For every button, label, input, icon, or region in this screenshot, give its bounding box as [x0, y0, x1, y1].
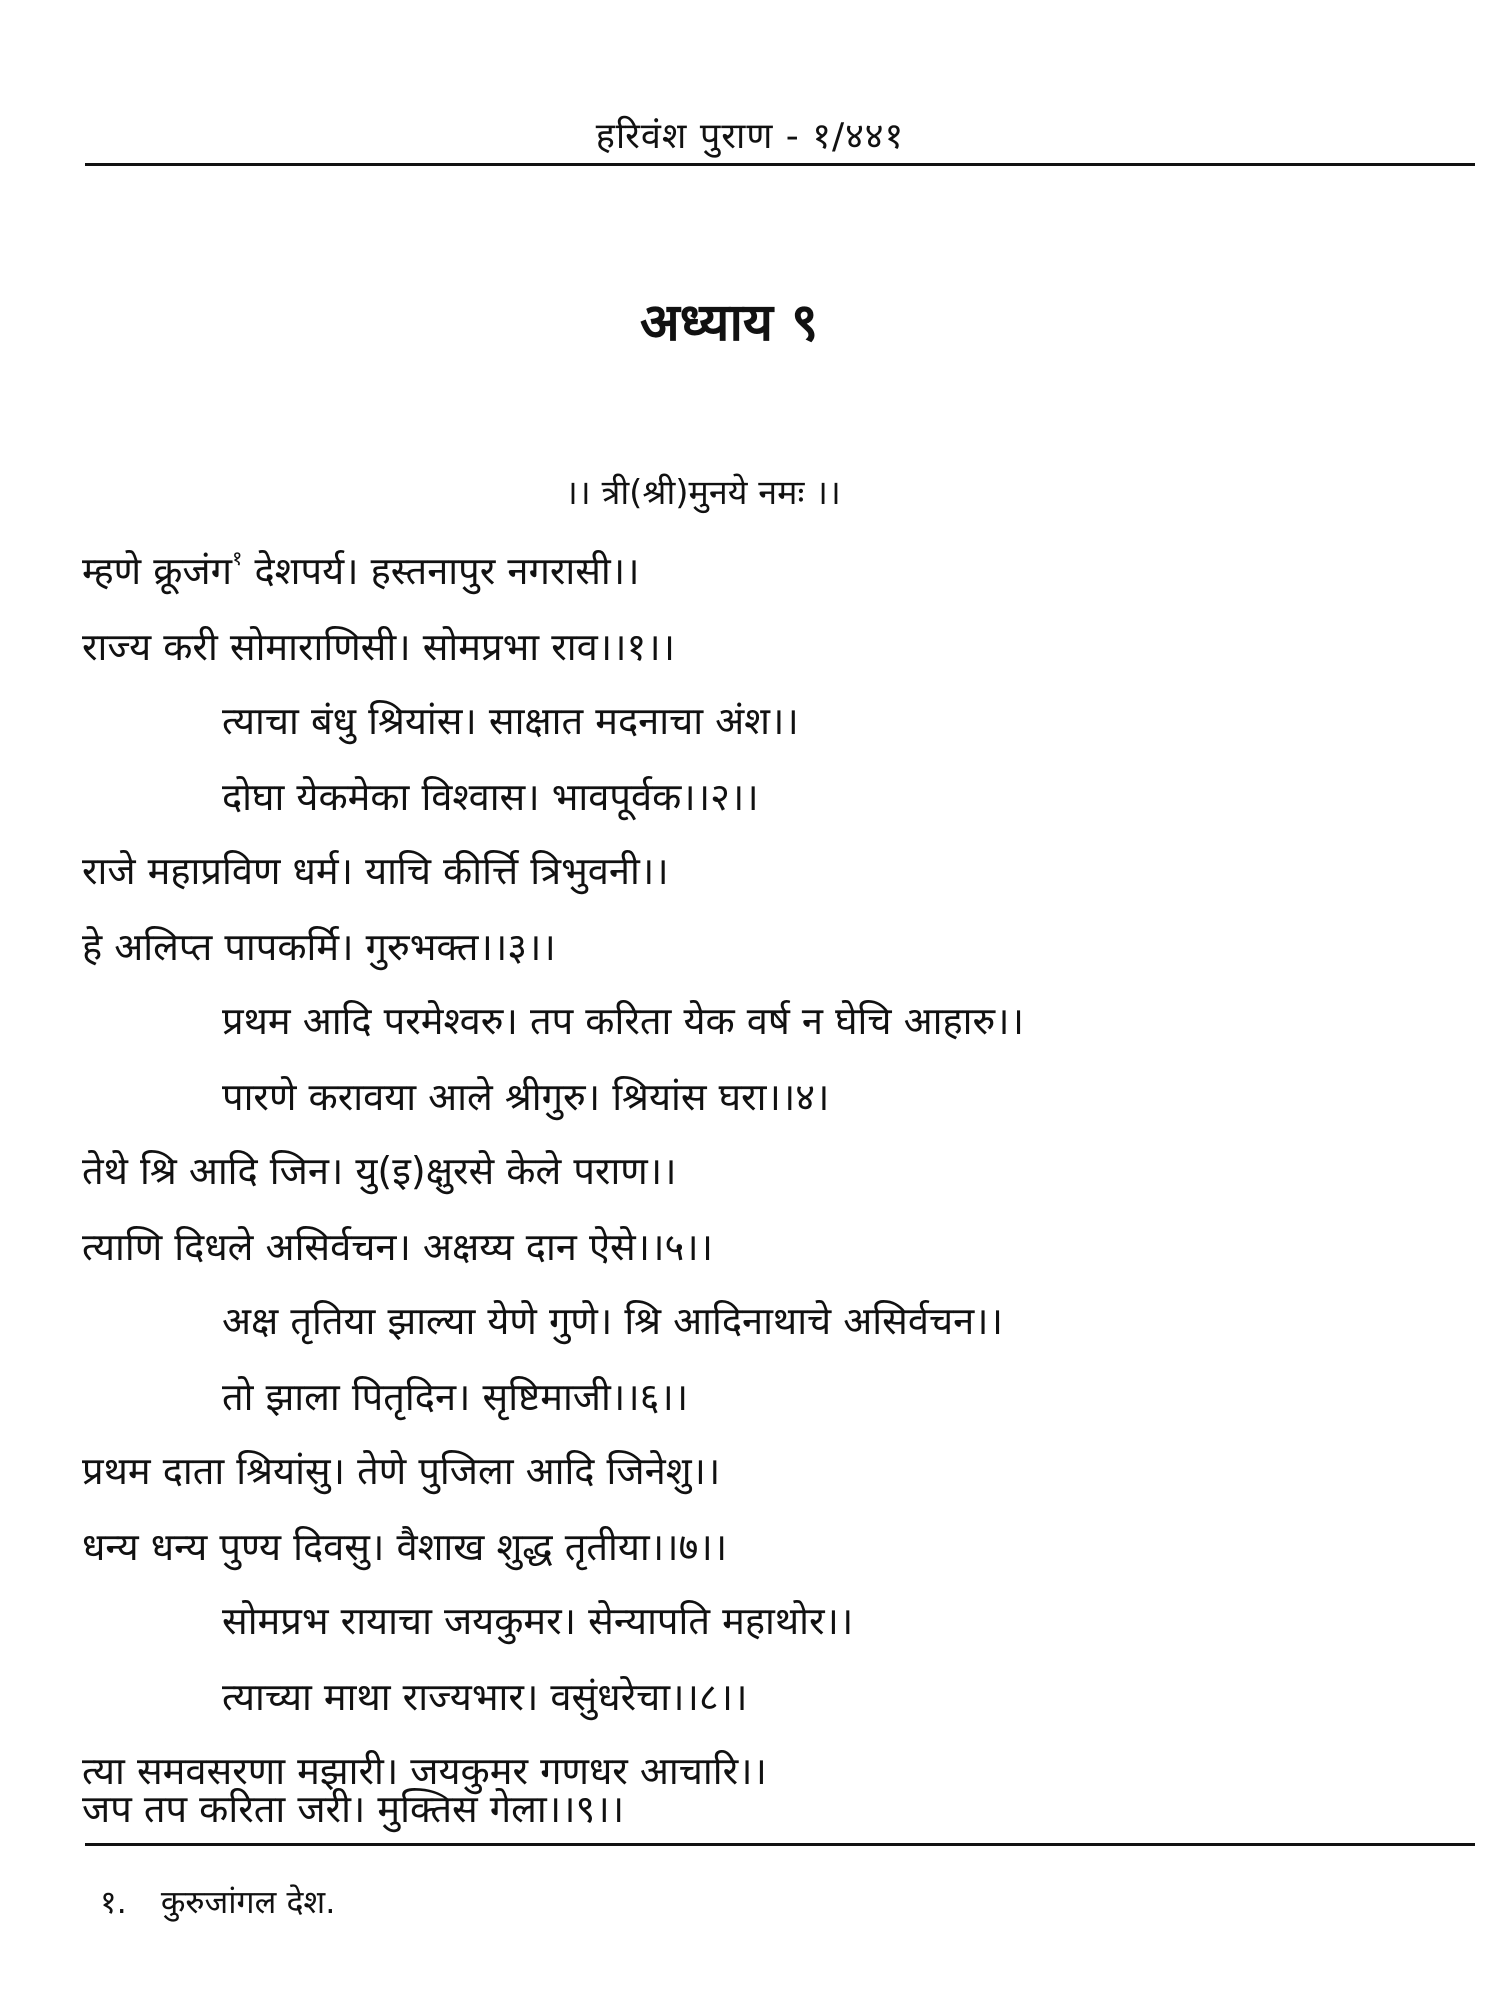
verse-line-2: राज्य करी सोमाराणिसी। सोमप्रभा राव।।१।। — [82, 625, 676, 669]
header-rule — [85, 163, 1475, 166]
footnote-number: १. — [100, 1883, 127, 1921]
verse-line-8: पारणे करावया आले श्रीगुरु। श्रियांस घरा।।४। — [222, 1075, 830, 1119]
verse-line-6: हे अलिप्त पापकर्मि। गुरुभक्त।।३।। — [82, 925, 556, 969]
verse-line-17: त्या समवसरणा मझारी। जयकुमर गणधर आचारि।। — [82, 1749, 767, 1793]
verse-line-16: त्याच्या माथा राज्यभार। वसुंधरेचा।।८।। — [222, 1675, 748, 1719]
verse-line-3: त्याचा बंधु श्रियांस। साक्षात मदनाचा अंश।। — [222, 699, 799, 743]
verse-line-4: दोघा येकमेका विश्वास। भावपूर्वक।।२।। — [222, 775, 759, 819]
footnote-text: कुरुजांगल देश. — [160, 1883, 336, 1921]
verse-line-9: तेथे श्रि आदि जिन। यु(इ)क्षुरसे केले पराण।। — [82, 1149, 677, 1193]
verse-line-1-text-after: देशपर्य। हस्तनापुर नगरासी।। — [242, 549, 640, 593]
verse-line-14: धन्य धन्य पुण्य दिवसु। वैशाख शुद्ध तृतीया।।७।। — [82, 1525, 728, 1569]
verse-line-1-text: म्हणे क्रूजंग — [82, 549, 232, 593]
verse-line-13: प्रथम दाता श्रियांसु। तेणे पुजिला आदि जिनेशु।। — [82, 1449, 721, 1493]
verse-line-18: जप तप करिता जरी। मुक्तिस गेला।।९।। — [82, 1787, 625, 1831]
verse-line-10: त्याणि दिधले असिर्वचन। अक्षय्य दान ऐसे।।५।। — [82, 1225, 714, 1269]
footnote — [100, 1880, 335, 1923]
verse-line-7: प्रथम आदि परमेश्वरु। तप करिता येक वर्ष न घेचि आहारु।। — [222, 999, 1024, 1043]
footnote-marker[interactable]: १ — [231, 546, 243, 570]
verse-line-5: राजे महाप्रविण धर्म। याचि कीर्त्ति त्रिभुवनी।। — [82, 849, 669, 893]
verse-line-11: अक्ष तृतिया झाल्या येणे गुणे। श्रि आदिनाथाचे असिर्वचन।। — [222, 1299, 1003, 1343]
chapter-title: अध्याय ९ — [640, 293, 819, 353]
verse-line-15: सोमप्रभ रायाचा जयकुमर। सेन्यापति महाथोर।। — [222, 1599, 854, 1643]
invocation: ।। त्री(श्री)मुनये नमः ।। — [565, 473, 841, 513]
verse-line-1 — [82, 546, 640, 593]
footnote-rule — [85, 1843, 1475, 1846]
running-head: हरिवंश पुराण - १/४४१ — [595, 116, 905, 157]
verse-line-12: तो झाला पितृदिन। सृष्टिमाजी।।६।। — [222, 1375, 689, 1419]
